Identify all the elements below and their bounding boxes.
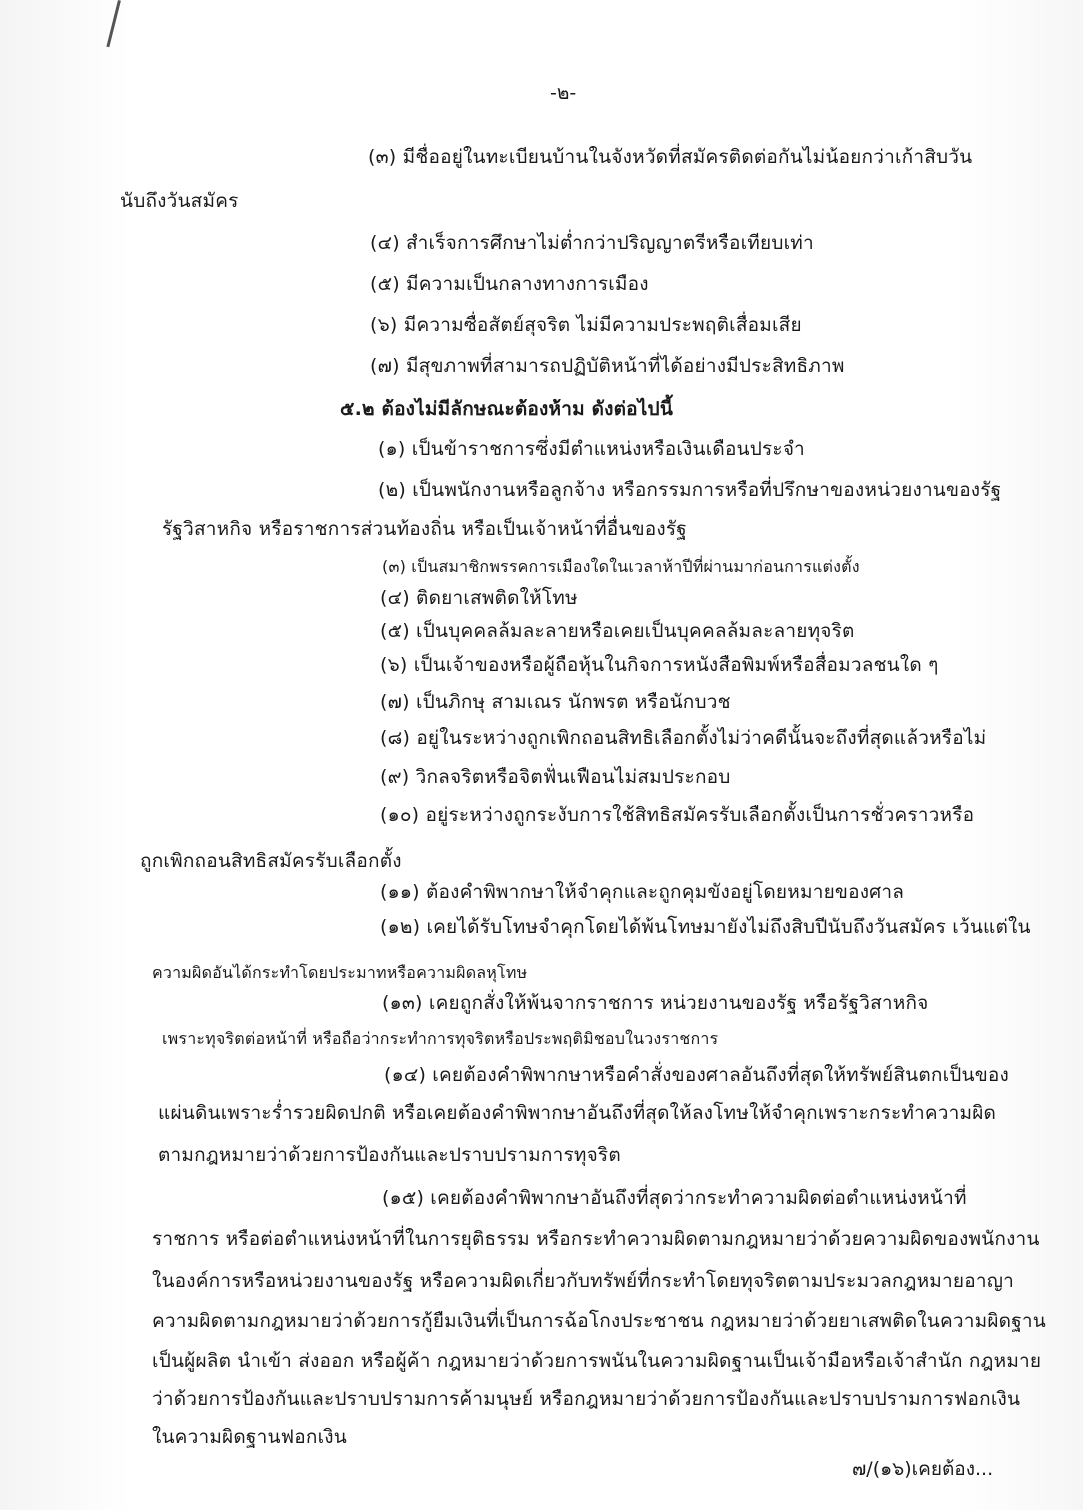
list-item: (๑๐) อยู่ระหว่างถูกระงับการใช้สิทธิสมัครรับเลือกตั้งเป็นการชั่วคราวหรือ xyxy=(380,804,975,826)
list-item-continuation: ความผิดตามกฎหมายว่าด้วยการกู้ยืมเงินที่เป็นการฉ้อโกงประชาชน กฎหมายว่าด้วยยาเสพติดในความผิดฐาน xyxy=(152,1310,1046,1332)
list-item: (๔) ติดยาเสพติดให้โทษ xyxy=(380,587,578,609)
list-item: (๗) มีสุขภาพที่สามารถปฏิบัติหน้าที่ได้อย่างมีประสิทธิภาพ xyxy=(370,355,845,377)
list-item: (๙) วิกลจริตหรือจิตฟั่นเฟือนไม่สมประกอบ xyxy=(380,766,731,788)
list-item-continuation: ในองค์การหรือหน่วยงานของรัฐ หรือความผิดเกี่ยวกับทรัพย์ที่กระทำโดยทุจริตตามประมวลกฎหมายอาญา xyxy=(152,1270,1014,1292)
list-item: (๗) เป็นภิกษุ สามเณร นักพรต หรือนักบวช xyxy=(380,691,731,713)
list-item: (๓) เป็นสมาชิกพรรคการเมืองใดในเวลาห้าปีที่ผ่านมาก่อนการแต่งตั้ง xyxy=(382,557,860,576)
list-item: (๕) เป็นบุคคลล้มละลายหรือเคยเป็นบุคคลล้มละลายทุจริต xyxy=(380,620,855,642)
list-item: (๑๓) เคยถูกสั่งให้พ้นจากราชการ หน่วยงานของรัฐ หรือรัฐวิสาหกิจ xyxy=(382,992,929,1014)
list-item: (๑๑) ต้องคำพิพากษาให้จำคุกและถูกคุมขังอยู่โดยหมายของศาล xyxy=(380,881,905,903)
list-item-continuation: ราชการ หรือต่อตำแหน่งหน้าที่ในการยุติธรรม หรือกระทำความผิดตามกฎหมายว่าด้วยความผิดของพนักงาน xyxy=(152,1228,1040,1250)
list-item-continuation: ในความผิดฐานฟอกเงิน xyxy=(152,1426,347,1448)
list-item: (๖) มีความซื่อสัตย์สุจริต ไม่มีความประพฤติเสื่อมเสีย xyxy=(370,314,802,336)
list-item: (๘) อยู่ในระหว่างถูกเพิกถอนสิทธิเลือกตั้งไม่ว่าคดีนั้นจะถึงที่สุดแล้วหรือไม่ xyxy=(380,727,987,749)
page-number: -๒- xyxy=(550,82,577,104)
list-item-continuation: นับถึงวันสมัคร xyxy=(120,190,239,212)
list-item-continuation: เป็นผู้ผลิต นำเข้า ส่งออก หรือผู้ค้า กฎหมายว่าด้วยการพนันในความผิดฐานเป็นเจ้ามือหรือเจ้าสำนัก กฎหมาย xyxy=(152,1350,1042,1372)
section-heading: ๕.๒ ต้องไม่มีลักษณะต้องห้าม ดังต่อไปนี้ xyxy=(340,398,674,420)
list-item: (๔) สำเร็จการศึกษาไม่ต่ำกว่าปริญญาตรีหรือเทียบเท่า xyxy=(370,232,814,254)
list-item: (๓) มีชื่ออยู่ในทะเบียนบ้านในจังหวัดที่สมัครติดต่อกันไม่น้อยกว่าเก้าสิบวัน xyxy=(368,146,973,168)
paper-fold-mark xyxy=(106,0,121,47)
list-item-continuation: ความผิดอันได้กระทำโดยประมาทหรือความผิดลหุโทษ xyxy=(152,963,528,982)
list-item-continuation: เพราะทุจริตต่อหน้าที่ หรือถือว่ากระทำการทุจริตหรือประพฤติมิชอบในวงราชการ xyxy=(162,1029,719,1048)
list-item-continuation: ตามกฎหมายว่าด้วยการป้องกันและปราบปรามการทุจริต xyxy=(158,1144,621,1166)
list-item-continuation: รัฐวิสาหกิจ หรือราชการส่วนท้องถิ่น หรือเป็นเจ้าหน้าที่อื่นของรัฐ xyxy=(162,518,687,540)
list-item: (๑) เป็นข้าราชการซึ่งมีตำแหน่งหรือเงินเดือนประจำ xyxy=(378,438,805,460)
list-item-continuation: ถูกเพิกถอนสิทธิสมัครรับเลือกตั้ง xyxy=(140,850,402,872)
continuation-note: ๗/(๑๖)เคยต้อง... xyxy=(852,1458,994,1480)
list-item: (๒) เป็นพนักงานหรือลูกจ้าง หรือกรรมการหรือที่ปรึกษาของหน่วยงานของรัฐ xyxy=(378,479,1002,501)
list-item: (๖) เป็นเจ้าของหรือผู้ถือหุ้นในกิจการหนังสือพิมพ์หรือสื่อมวลชนใด ๆ xyxy=(380,654,939,676)
list-item-continuation: แผ่นดินเพราะร่ำรวยผิดปกติ หรือเคยต้องคำพิพากษาอันถึงที่สุดให้ลงโทษให้จำคุกเพราะกระทำความผิด xyxy=(158,1102,997,1124)
list-item: (๕) มีความเป็นกลางทางการเมือง xyxy=(370,273,649,295)
list-item: (๑๒) เคยได้รับโทษจำคุกโดยได้พ้นโทษมายังไม่ถึงสิบปีนับถึงวันสมัคร เว้นแต่ใน xyxy=(380,916,1031,938)
list-item: (๑๕) เคยต้องคำพิพากษาอันถึงที่สุดว่ากระทำความผิดต่อตำแหน่งหน้าที่ xyxy=(382,1187,967,1209)
list-item-continuation: ว่าด้วยการป้องกันและปราบปรามการค้ามนุษย์ หรือกฎหมายว่าด้วยการป้องกันและปราบปรามการฟอกเงิน xyxy=(152,1388,1021,1410)
list-item: (๑๔) เคยต้องคำพิพากษาหรือคำสั่งของศาลอันถึงที่สุดให้ทรัพย์สินตกเป็นของ xyxy=(384,1064,1009,1086)
